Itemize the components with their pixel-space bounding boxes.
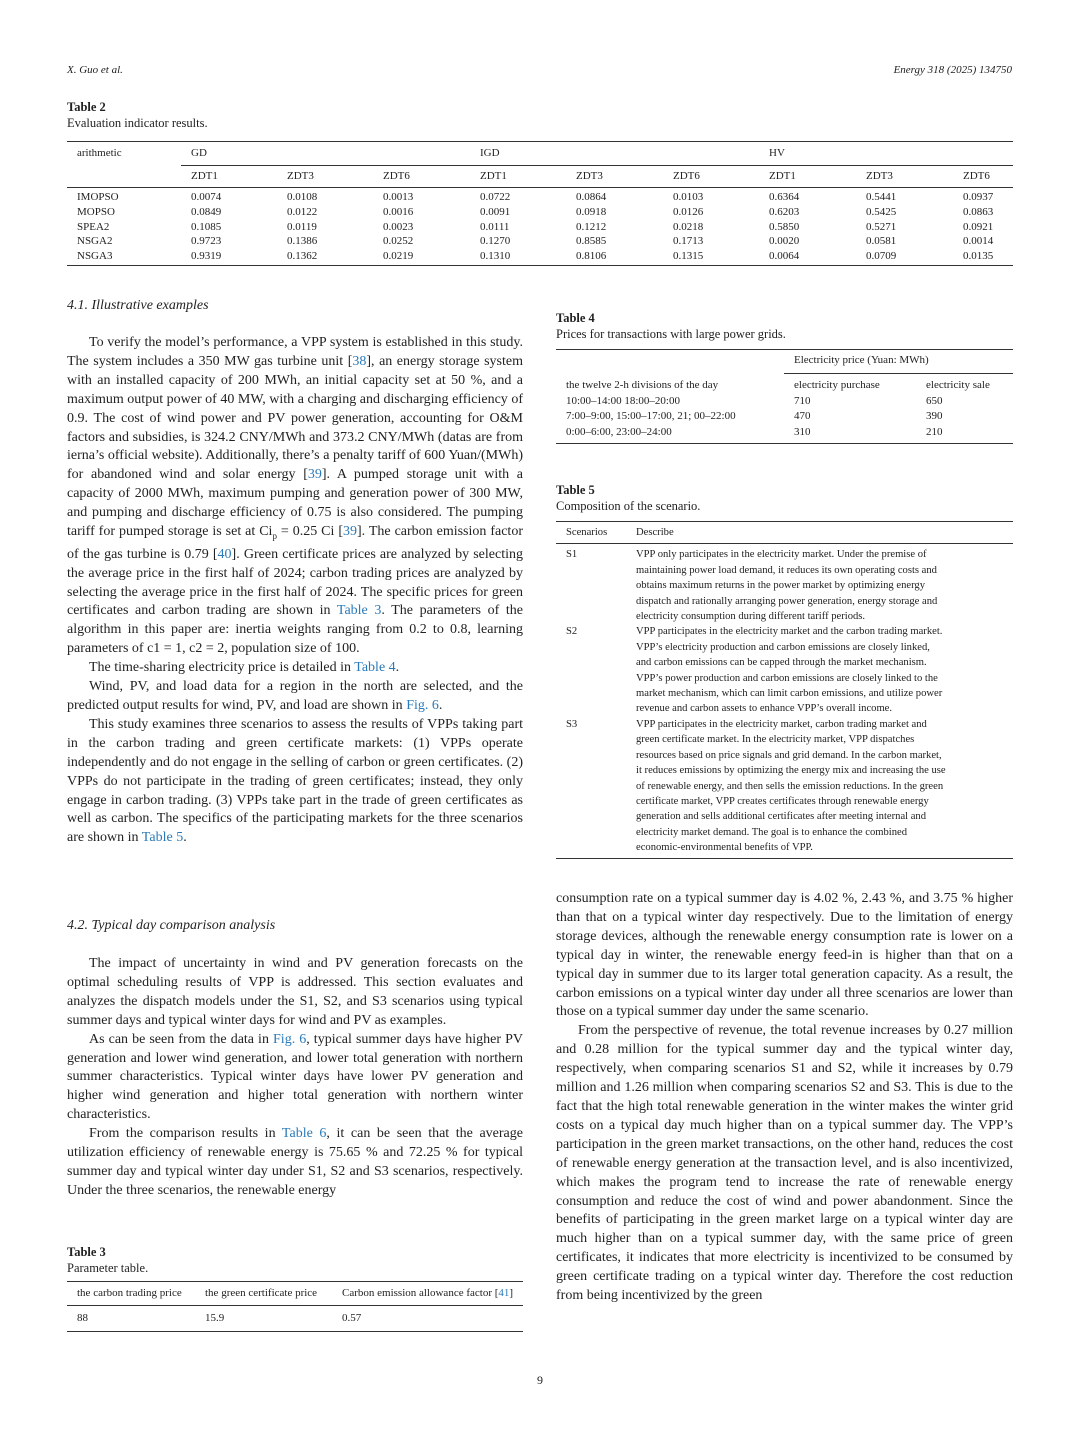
table-2-cell: 0.9723 <box>191 235 222 248</box>
paragraph: The impact of uncertainty in wind and PV generation forecasts on the optimal scheduling results of VPP is addressed. This section evaluates and analyzes the dispatch models under the S1, S2, and S3 scenarios using typical summer days and typical winter days for wind and PV as examples. <box>67 956 523 1028</box>
ref-link[interactable]: 39 <box>307 467 322 483</box>
ref-link[interactable]: 41 <box>498 1287 510 1299</box>
paragraph: The time-sharing electricity price is detailed in Table 4. <box>89 660 400 676</box>
paragraph: As can be seen from the data in Fig. 6, typical summer days have higher PV generation and lower wind generation, and lower total generation with northern summer characteristics. Typical winter days have lower PV generation and higher wind generation and higher total generation with northern winter characteristics. <box>67 1031 524 1123</box>
table-row <box>67 206 1013 221</box>
description-line: green certificate market. In the electricity market, VPP dispatches <box>636 734 915 746</box>
table-2-cell: 0.8585 <box>576 235 607 248</box>
table-3-cell: 15.9 <box>205 1312 225 1325</box>
paragraph: This study examines three scenarios to assess the results of VPPs taking part in the carbon trading and green certificate markets: (1) VPPs operate independently and do not engage in the selling of carbon or green certificates. (2) VPPs do not participate in the trading of green certificates; instead, they only engage in carbon trading. (3) VPPs take part in the trade of green certificates as well as carbon. The specifics of the participating markets for the three scenarios are shown in Table 5. <box>67 716 523 846</box>
description-line: economic-environmental benefits of VPP. <box>636 842 813 854</box>
table-2-cell: 0.5441 <box>866 191 897 203</box>
table-2-subcol: ZDT3 <box>277 166 373 188</box>
table-row <box>556 544 1013 625</box>
description-line: dispatch and rationally arranging power generation, energy storage and <box>636 595 938 607</box>
table-3-header: the green certificate price <box>205 1287 318 1299</box>
table-4-group-header: Electricity price (Yuan: MWh) <box>794 354 929 366</box>
fig-6-link[interactable]: Fig. 6 <box>406 698 439 714</box>
table-6-link[interactable]: Table 6 <box>281 1126 327 1142</box>
table-2-cell: 0.0581 <box>866 235 897 248</box>
table-4-cell: 390 <box>926 410 943 423</box>
table-2-cell: 0.0111 <box>480 220 510 233</box>
table-5-header: Scenarios <box>566 527 608 538</box>
table-2-cell: 0.0252 <box>383 235 414 248</box>
table-2-cell: 0.0921 <box>963 220 994 233</box>
description-line: VPP participates in the electricity market and the carbon trading market. <box>636 626 943 638</box>
table-2-subcol: ZDT6 <box>953 166 1013 188</box>
table-2-cell: 0.1270 <box>480 235 511 248</box>
table-3-label: Table 3 <box>67 1245 106 1259</box>
table-5-label: Table 5 <box>556 483 595 497</box>
table-3-header: the carbon trading price <box>77 1287 182 1299</box>
table-2-cell: 0.5850 <box>769 220 800 233</box>
table-5-link[interactable]: Table 5 <box>141 830 184 846</box>
ref-link[interactable]: 40 <box>217 546 232 562</box>
table-2-cell: 0.1362 <box>287 250 318 263</box>
table-4-cell: 310 <box>794 425 811 438</box>
table-5-caption: Composition of the scenario. <box>556 499 701 513</box>
table-4-cell: 7:00–9:00, 15:00–17:00, 21; 00–22:00 <box>566 410 736 423</box>
table-2-cell: 0.0014 <box>963 235 994 248</box>
table-2-cell: 0.0863 <box>963 205 994 218</box>
table-2-group-gd: GD <box>191 147 207 159</box>
table-row <box>67 188 1013 206</box>
table-2-grid <box>67 141 1013 265</box>
table-4-cell: 650 <box>926 394 943 407</box>
table-2-cell: 0.6203 <box>769 205 800 218</box>
table-4-caption: Prices for transactions with large power grids. <box>556 327 786 341</box>
table-2-cell: 0.1310 <box>480 250 511 263</box>
table-2-cell: 0.0218 <box>673 220 704 233</box>
description-line: resources based on price signals and grid demand. In the carbon market, <box>636 749 942 761</box>
table-row <box>556 717 1013 856</box>
table-3-grid <box>67 1281 523 1331</box>
table-3-cell: 0.57 <box>342 1312 362 1325</box>
table-2-cell: 0.9319 <box>191 250 222 263</box>
table-3 <box>67 1244 523 1332</box>
table-3-header: Carbon emission allowance factor [41] <box>342 1287 514 1299</box>
table-4-link[interactable]: Table 4 <box>354 660 396 676</box>
table-2-cell: 0.5425 <box>866 205 897 218</box>
table-4-header: the twelve 2-h divisions of the day <box>566 379 719 392</box>
table-5 <box>556 482 1013 859</box>
table-2-row-label: NSGA3 <box>77 250 113 263</box>
table-2-cell: 0.1085 <box>191 220 222 233</box>
section-4-2-body <box>67 955 523 1201</box>
fig-6-link[interactable]: Fig. 6 <box>273 1031 307 1047</box>
description-line: market mechanism, which can limit carbon emissions, and utilize power <box>636 688 943 700</box>
table-2-cell: 0.1212 <box>576 220 607 233</box>
table-2-cell: 0.0013 <box>383 191 414 203</box>
table-2-subcol: ZDT6 <box>373 166 470 188</box>
table-2-subcol: ZDT3 <box>566 166 663 188</box>
table-2-cell: 0.0091 <box>480 205 511 218</box>
table-2-group-igd: IGD <box>480 147 500 159</box>
table-2-row-label: SPEA2 <box>77 220 110 233</box>
table-row <box>67 250 1013 265</box>
table-2-cell: 0.0722 <box>480 191 511 203</box>
description-line: generation and sells additional certificates after meeting internal and <box>636 811 927 823</box>
table-3-caption: Parameter table. <box>67 1261 149 1275</box>
table-2-cell: 0.0064 <box>769 250 800 263</box>
table-2 <box>67 99 1013 266</box>
right-column-body <box>556 890 1013 1306</box>
table-2-row-label: MOPSO <box>77 205 115 218</box>
paragraph: Wind, PV, and load data for a region in the north are selected, and the predicted output results for wind, PV, and load are shown in Fig. 6. <box>67 679 523 714</box>
table-4-header: electricity purchase <box>784 374 916 394</box>
table-2-subcol: ZDT1 <box>759 166 856 188</box>
table-row <box>67 221 1013 236</box>
table-2-cell: 0.0849 <box>191 205 222 218</box>
table-row <box>67 235 1013 250</box>
table-2-cell: 0.0074 <box>191 191 222 203</box>
table-5-scenario-id: S1 <box>566 549 578 561</box>
table-4-label: Table 4 <box>556 311 595 325</box>
table-4-cell: 470 <box>794 410 811 423</box>
table-3-link[interactable]: Table 3 <box>336 603 382 619</box>
table-5-description <box>626 717 1013 856</box>
table-2-cell: 0.0219 <box>383 250 414 263</box>
table-row <box>556 394 1013 409</box>
table-2-row-label: NSGA2 <box>77 235 113 248</box>
table-row <box>556 409 1013 424</box>
table-5-description <box>626 624 1013 716</box>
table-2-cell: 0.0020 <box>769 235 800 248</box>
table-2-cell: 0.0918 <box>576 205 607 218</box>
table-2-row-label: IMOPSO <box>77 191 119 203</box>
table-2-cell: 0.0103 <box>673 191 704 203</box>
description-line: maintaining power load demand, it reduces its own operating costs and <box>636 564 937 576</box>
table-2-cell: 0.0135 <box>963 250 994 263</box>
table-4-cell: 710 <box>794 394 811 407</box>
description-line: obtains maximum returns in the power market by optimizing energy <box>636 580 926 592</box>
table-row <box>556 425 1013 440</box>
table-2-subcol: ZDT6 <box>663 166 759 188</box>
description-line: of renewable energy, and then sells the emission reductions. In the green <box>636 780 944 792</box>
paragraph: From the comparison results in Table 6, it can be seen that the average utilization efficiency of renewable energy is 75.65 % and 72.25 % for typical summer day and typical winter day under S1, S2 and S3 scenarios, respectively. Under the three scenarios, the renewable energy <box>67 1126 523 1198</box>
table-2-cell: 0.1315 <box>673 250 704 263</box>
table-3-cell: 88 <box>77 1312 88 1325</box>
table-4-cell: 0:00–6:00, 23:00–24:00 <box>566 425 672 438</box>
table-4-cell: 210 <box>926 425 943 438</box>
table-2-subcol: ZDT1 <box>181 166 277 188</box>
table-5-grid <box>556 521 1013 856</box>
table-2-cell: 0.6364 <box>769 191 800 203</box>
table-5-scenario-id: S3 <box>566 718 578 730</box>
table-2-cell: 0.0709 <box>866 250 897 263</box>
table-2-cell: 0.5271 <box>866 220 897 233</box>
running-header-journal: Energy 318 (2025) 134750 <box>893 64 1012 76</box>
description-line: revenue and carbon assets to enhance VPP’s overall income. <box>636 703 893 715</box>
table-row <box>556 624 1013 716</box>
running-header-authors: X. Guo et al. <box>67 64 123 76</box>
ref-link[interactable]: 39 <box>343 524 358 540</box>
section-4-2-title: 4.2. Typical day comparison analysis <box>67 918 276 933</box>
description-line: and carbon emissions can be capped through the market mechanism. <box>636 657 927 669</box>
table-2-cell: 0.0864 <box>576 191 607 203</box>
paragraph: consumption rate on a typical summer day is 4.02 %, 2.43 %, and 3.75 % higher than that on a typical winter day respectively. Due to the limitation of energy storage devices, although the renewable energy consumption rate is lower on a typical day in winter, the renewable energy feed-in is higher than that on a typical day in summer due to its larger total generation capacity. As a result, the carbon emissions on a typical winter day under all three scenarios are lower than those on a typical summer day under the same scenario. <box>556 891 1013 1020</box>
table-5-header: Describe <box>636 527 674 538</box>
paragraph: To verify the model’s performance, a VPP system is established in this study. The system includes a 350 MW gas turbine unit [38], an energy storage system with an installed capacity of 200 MWh, an initial capacity set at 50 %, and a maximum output power of 40 MW, with a charging and discharging efficiency of 0.9. The cost of wind power and PV power generation, accounting for O&M factors and subsidies, is 324.2 CNY/MWh and 373.2 CNY/MWh (datas are from ierna’s official website). Additionally, there’s a penalty tariff of 600 Yuan/(MWh) for abandoned wind and solar energy [39]. A pumped storage unit with a capacity of 2000 MWh, maximum pumping and generation power of 300 MW, and pumping and discharge efficiency of 0.75 is also considered. The pumping tariff for pumped storage is set at $Ci_p = 0.25$ Ci [39]. The carbon emission factor of the gas turbine is 0.79 [40]. Green certificate prices are analyzed by selecting the average price in the first half of 2024; carbon trading prices are analyzed by selecting the average price in the first half of 2024. The specific prices for green certificates and carbon trading are shown in Table 3. The parameters of the algorithm in this paper are: inertia weights ranging from 0.2 to 0.8, learning parameters of c1 = 1, c2 = 2, population size of 100. <box>67 335 524 657</box>
table-2-cell: 0.1386 <box>287 235 318 248</box>
table-2-subcol: ZDT3 <box>856 166 953 188</box>
table-2-cell: 0.8106 <box>576 250 607 263</box>
table-2-subcol: ZDT1 <box>470 166 566 188</box>
description-line: electricity consumption during different tariff periods. <box>636 611 866 623</box>
table-5-description <box>626 544 1013 625</box>
description-line: VPP’s power production and carbon emissions are closely linked to the <box>636 672 938 684</box>
table-2-group-hv: HV <box>769 147 785 159</box>
table-2-cell: 0.0016 <box>383 205 414 218</box>
table-4-cell: 10:00–14:00 18:00–20:00 <box>566 394 680 407</box>
page-number: 9 <box>537 1373 543 1387</box>
table-4-grid <box>556 349 1013 440</box>
description-line: VPP participates in the electricity market, carbon trading market and <box>636 718 927 730</box>
table-2-cell: 0.0937 <box>963 191 994 203</box>
table-2-cell: 0.1713 <box>673 235 704 248</box>
table-2-cell: 0.0023 <box>383 220 414 233</box>
description-line: electricity market demand. The goal is to enhance the combined <box>636 826 908 838</box>
description-line: certificate market, VPP creates certificates through renewable energy <box>636 795 929 807</box>
description-line: it reduces emissions by optimizing the energy mix and increasing the use <box>636 765 946 777</box>
table-2-cell: 0.0122 <box>287 205 318 218</box>
ref-link[interactable]: 38 <box>352 353 367 369</box>
paragraph: From the perspective of revenue, the total revenue increases by 0.27 million and 0.28 million for the typical summer day and the typical winter day, respectively, when comparing scenarios S1 and S2, while it increases by 0.79 million and 1.26 million when comparing scenarios S2 and S3. This is due to the fact that the high total renewable generation in the winter makes the winter grid costs on a typical day much higher than on a typical summer day. The VPP’s participation in the green market transactions, on the other hand, reduces the cost of renewable energy generation at the transaction level, and is also incentivized, which makes the program tend to increase the rate of renewable energy consumption and reduce the cost of wind and power abandonment. Since the benefits of participating in the green market large on a typical winter day are much higher than on a typical summer day, with the same price of green certificates, it indicates that more electricity is incentivized to be consumed by green certificate trading on a typical winter day. Therefore the cost reduction from being incentivized by the green <box>556 1023 1013 1304</box>
table-2-cell: 0.0126 <box>673 205 704 218</box>
table-2-caption: Evaluation indicator results. <box>67 116 208 130</box>
table-5-scenario-id: S2 <box>566 626 578 638</box>
section-4-1-body <box>67 334 523 848</box>
description-line: VPP only participates in the electricity market. Under the premise of <box>636 549 927 561</box>
table-2-cell: 0.0119 <box>287 220 317 233</box>
table-4-header: electricity sale <box>916 374 1013 394</box>
table-2-cell: 0.0108 <box>287 191 318 203</box>
description-line: VPP’s electricity production and carbon emissions are closely linked, <box>636 641 930 653</box>
table-2-label: Table 2 <box>67 100 106 114</box>
table-4 <box>556 310 1013 444</box>
section-4-1-title: 4.1. Illustrative examples <box>67 298 209 313</box>
table-2-header-first: arithmetic <box>77 147 122 159</box>
